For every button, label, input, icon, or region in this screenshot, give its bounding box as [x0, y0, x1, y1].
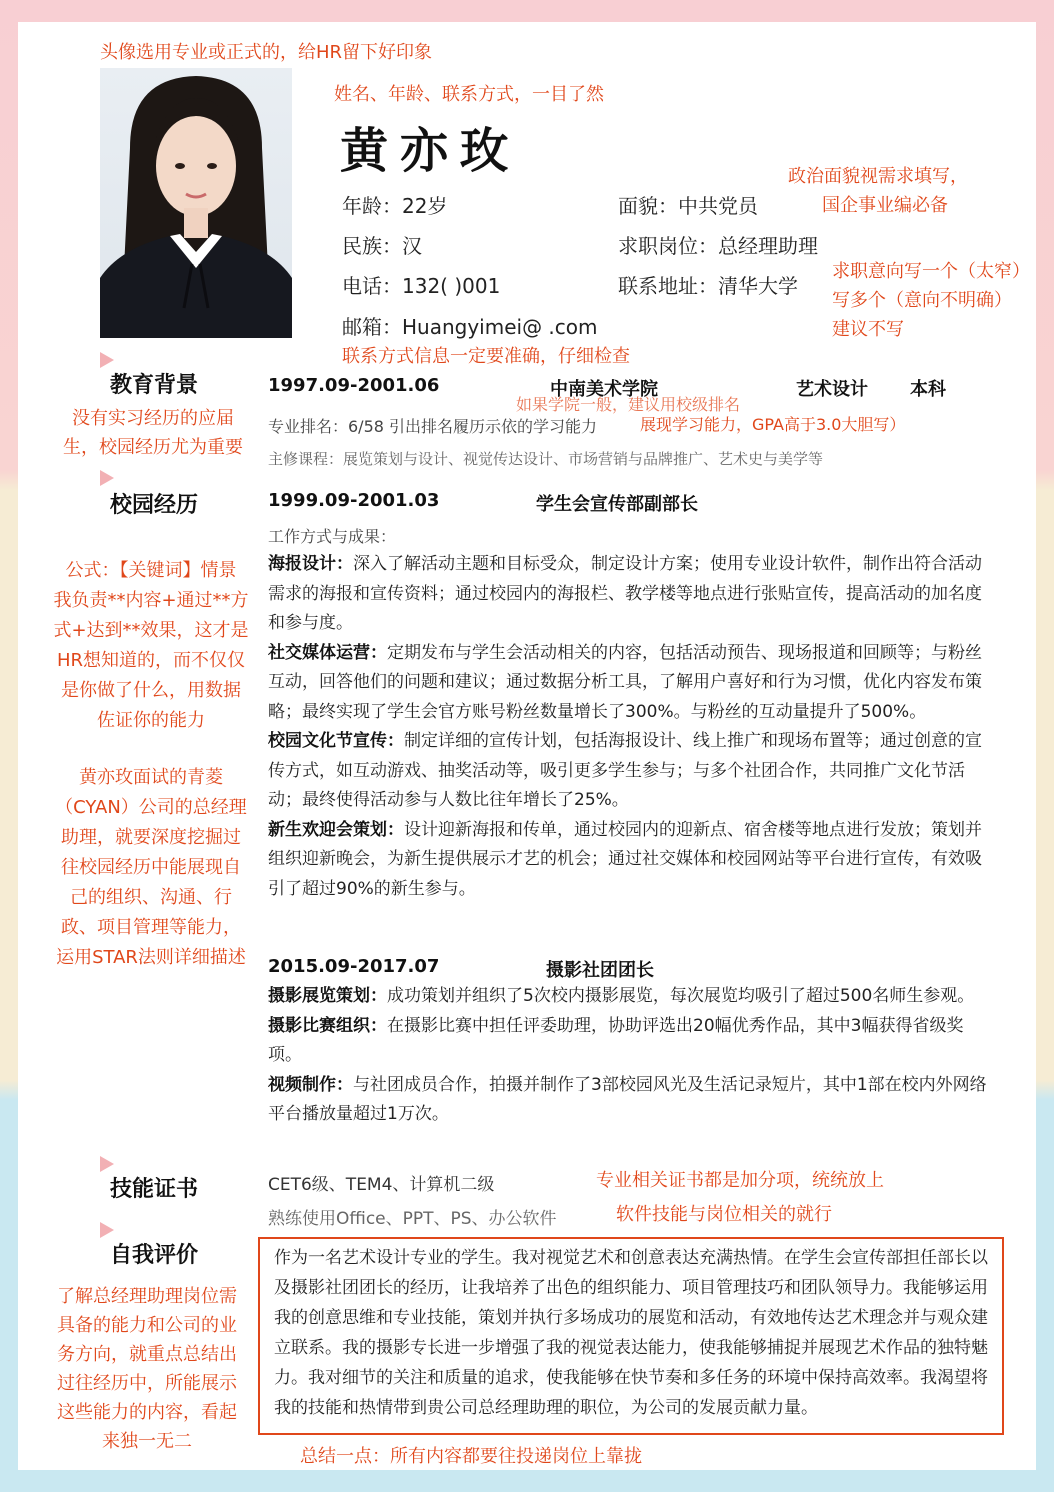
job1-intro: 工作方式与成果：	[268, 527, 397, 546]
tip-intent-1: 求职意向写一个（太窄）	[832, 261, 1030, 282]
tip-formula-line: 是你做了什么，用数据	[61, 680, 241, 701]
job2-item	[268, 1012, 990, 1071]
tip-formula-line: 佐证你的能力	[97, 710, 205, 731]
tip-rank-extra: 展现学习能力，	[640, 415, 753, 434]
item-text: 与社团成员合作，拍摄并制作了3部校园风光及生活记录短片，其中1部在校内外网络平台播放量超过1万次。	[268, 1074, 987, 1124]
tip-certs: 专业相关证书都是加分项，统统放上	[596, 1170, 884, 1191]
job1-item	[268, 639, 990, 728]
skills-certs: CET6级、TEM4、计算机二级	[268, 1175, 495, 1195]
profile-age: 年龄：22岁	[342, 194, 448, 218]
tip-formula-line: HR想知道的，而不仅仅	[56, 650, 246, 671]
tip-summary: 总结一点：所有内容都要往投递岗位上靠拢	[300, 1446, 642, 1467]
tip-formula-line: 式+达到**效果，这才是	[53, 620, 249, 641]
section-campus: 校园经历	[110, 493, 199, 518]
tip-rank: 如果学院一般，建议用校级排名	[516, 395, 741, 414]
tip-name-info: 姓名、年龄、联系方式，一目了然	[334, 84, 604, 105]
skills-software: 熟练使用Office、PPT、PS、办公软件	[268, 1209, 557, 1229]
tip-contact: 联系方式信息一定要准确，仔细检查	[342, 346, 630, 367]
item-label: 摄影比赛组织：	[268, 1015, 387, 1036]
tip-intent-3: 建议不写	[832, 319, 904, 340]
item-label: 校园文化节宣传：	[268, 731, 404, 751]
profile-email: 邮箱：Huangyimei@ .com	[342, 315, 598, 339]
tip-self-eval	[36, 1282, 258, 1456]
job2-period: 2015.09-2017.07	[268, 956, 440, 977]
tip-education-line: 没有实习经历的应届	[72, 408, 234, 429]
tip-example-line: 己的组织、沟通、行	[70, 887, 232, 908]
item-text: 在摄影比赛中担任评委助理，协助评选出20幅优秀作品，其中3幅获得省级奖项。	[268, 1015, 964, 1065]
tip-self-line: 具备的能力和公司的业	[57, 1315, 237, 1336]
tip-example-line: 运用STAR法则详细描述	[56, 947, 246, 968]
tip-politics-1: 政治面貌视需求填写，	[788, 166, 968, 187]
tip-gpa: GPA高于3.0大胆写）	[752, 415, 906, 434]
item-label: 新生欢迎会策划：	[268, 819, 404, 840]
tip-campus-formula	[40, 556, 262, 736]
tip-self-line: 了解总经理助理岗位需	[57, 1286, 237, 1307]
tip-example-line: 助理，就要深度挖掘过	[61, 827, 241, 848]
tip-campus-example	[40, 763, 262, 973]
edu-degree: 本科	[910, 379, 946, 400]
item-text: 成功策划并组织了5次校内摄影展览，每次展览均吸引了超过500名师生参观。	[387, 986, 975, 1006]
item-label: 海报设计：	[268, 554, 353, 574]
profile-address: 联系地址：清华大学	[618, 274, 798, 298]
triangle-marker-icon	[100, 1156, 114, 1172]
profile-photo	[100, 68, 292, 338]
tip-intent-2: 写多个（意向不明确）	[832, 290, 1012, 311]
tip-self-line: 务方向，就重点总结出	[57, 1344, 237, 1365]
job1-period: 1999.09-2001.03	[268, 490, 440, 511]
tip-self-line: 过往经历中，所能展示	[57, 1373, 237, 1394]
section-self: 自我评价	[110, 1243, 199, 1268]
edu-major: 艺术设计	[796, 379, 868, 400]
item-text: 定期发布与学生会活动相关的内容，包括活动预告、现场报道和回顾等；与粉丝互动，回答他们的问题和建议；通过数据分析工具，了解用户喜好和行为习惯，优化内容发布策略；最终实现了学生会官方账号粉丝数量增长了300%。与粉丝的互动量提升了500%。	[268, 642, 982, 722]
job1-item	[268, 727, 990, 816]
tip-self-line: 来独一无二	[102, 1431, 192, 1452]
tip-example-line: 黄亦玫面试的青菱	[79, 767, 223, 788]
tip-example-line: 往校园经历中能展现自	[61, 857, 241, 878]
tip-formula-line: 公式：【关键词】情景	[65, 560, 237, 581]
job2-details	[268, 982, 990, 1130]
tip-software: 软件技能与岗位相关的就行	[616, 1204, 832, 1225]
job2-item	[268, 982, 990, 1012]
tip-photo: 头像选用专业或正式的，给HR留下好印象	[100, 42, 433, 63]
item-label: 视频制作：	[268, 1074, 353, 1095]
section-education: 教育背景	[110, 373, 199, 398]
profile-phone: 电话：132( )001	[342, 274, 501, 298]
edu-period: 1997.09-2001.06	[268, 375, 440, 396]
edu-rank: 专业排名：6/58 引出排名履历示依的学习能力	[268, 417, 598, 436]
tip-education	[46, 404, 260, 462]
tip-formula-line: 我负责**内容+通过**方	[53, 590, 249, 611]
job2-item	[268, 1071, 990, 1130]
self-eval-box: 作为一名艺术设计专业的学生。我对视觉艺术和创意表达充满热情。在学生会宣传部担任部长以及摄影社团团长的经历，让我培养了出色的组织能力、项目管理技巧和团队领导力。我能够运用我的创意思维和专业技能，策划并执行多场成功的展览和活动，有效地传达艺术理念并与观众建立联系。我的摄影专长进一步增强了我的视觉表达能力，使我能够捕捉并展现艺术作品的独特魅力。我对细节的关注和质量的追求，使我能够在快节奏和多任务的环境中保持高效率。我渴望将我的技能和热情带到贵公司总经理助理的职位，为公司的发展贡献力量。	[258, 1237, 1004, 1435]
profile-position: 求职岗位：总经理助理	[618, 234, 818, 258]
item-label: 社交媒体运营：	[268, 642, 387, 663]
tip-example-line: （CYAN）公司的总经理	[55, 797, 247, 818]
edu-courses: 主修课程：展览策划与设计、视觉传达设计、市场营销与品牌推广、艺术史与美学等	[268, 450, 824, 468]
candidate-name: 黄亦玫	[340, 123, 521, 179]
item-text: 设计迎新海报和传单，通过校园内的迎新点、宿舍楼等地点进行发放；策划并组织迎新晚会，为新生提供展示才艺的机会；通过社交媒体和校园网站等平台进行宣传，有效吸引了超过90%的新生参与。	[268, 819, 982, 899]
job1-details	[268, 550, 990, 904]
profile-politics: 面貌：中共党员	[618, 194, 758, 218]
edu-school: 中南美术学院	[550, 379, 658, 400]
job1-item	[268, 550, 990, 639]
portrait-image	[100, 68, 292, 338]
item-text: 深入了解活动主题和目标受众，制定设计方案；使用专业设计软件，制作出符合活动需求的海报和宣传资料；通过校园内的海报栏、教学楼等地点进行张贴宣传，提高活动的加名度和参与度。	[268, 554, 982, 633]
job1-item	[268, 816, 990, 905]
item-text: 制定详细的宣传计划，包括海报设计、线上推广和现场布置等；通过创意的宣传方式，如互动游戏、抽奖活动等，吸引更多学生参与；与多个社团合作，共同推广文化节活动；最终使得活动参与人数比往年增长了25%。	[268, 731, 982, 810]
item-label: 摄影展览策划：	[268, 986, 387, 1006]
job1-title: 学生会宣传部副部长	[536, 494, 698, 515]
section-skills: 技能证书	[110, 1177, 199, 1202]
tip-politics-2: 国企事业编必备	[822, 195, 948, 216]
profile-ethnicity: 民族：汉	[342, 234, 422, 258]
tip-self-line: 这些能力的内容，看起	[57, 1402, 237, 1423]
triangle-marker-icon	[100, 1222, 114, 1238]
tip-example-line: 政、项目管理等能力，	[61, 917, 241, 938]
tip-education-line: 生，校园经历尤为重要	[63, 437, 243, 458]
job2-title: 摄影社团团长	[546, 960, 654, 981]
triangle-marker-icon	[100, 352, 114, 368]
triangle-marker-icon	[100, 470, 114, 486]
